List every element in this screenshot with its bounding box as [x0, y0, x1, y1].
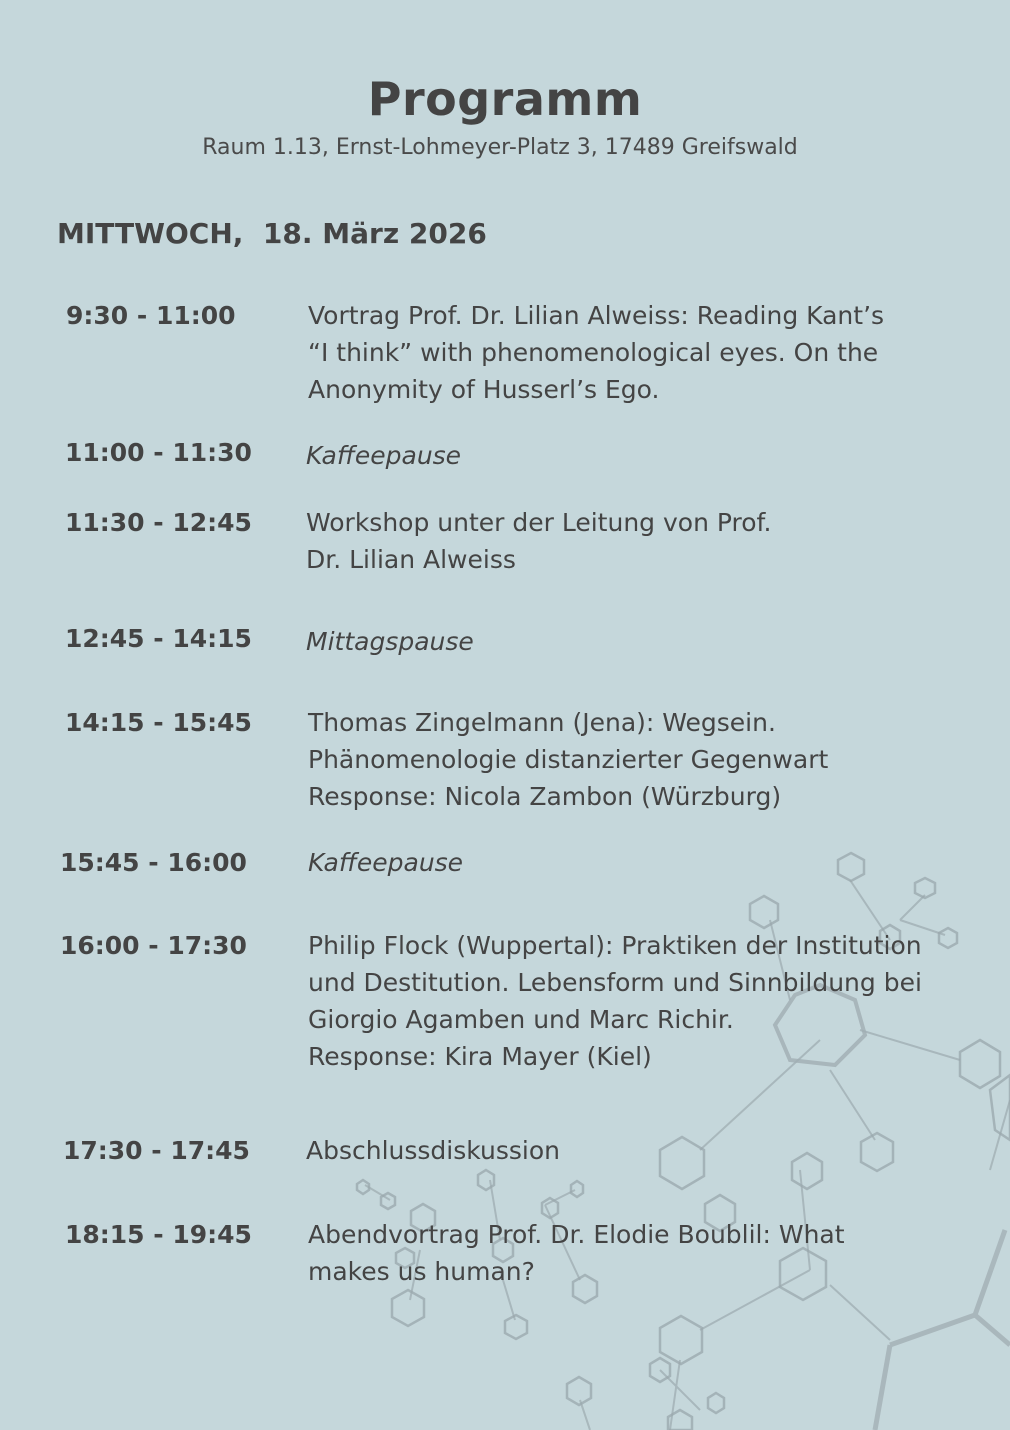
schedule-description: [306, 504, 966, 578]
page-title: Programm: [367, 72, 643, 126]
schedule-time: 17:30 - 17:45: [63, 1136, 250, 1165]
schedule-time: 15:45 - 16:00: [60, 848, 247, 877]
description-line: Kaffeepause: [308, 848, 464, 877]
schedule-description: [306, 1132, 966, 1169]
description-line: Anonymity of Husserl’s Ego.: [308, 375, 660, 404]
description-line: Mittagspause: [306, 627, 474, 656]
day-heading: MITTWOCH, 18. März 2026: [57, 217, 487, 250]
description-line: “I think” with phenomenological eyes. On the: [308, 338, 879, 367]
venue-address: Raum 1.13, Ernst-Lohmeyer-Platz 3, 17489 Greifswald: [202, 135, 798, 160]
description-line: Abendvortrag Prof. Dr. Elodie Boublil: What: [308, 1220, 845, 1249]
description-line: makes us human?: [308, 1257, 535, 1286]
description-line: Thomas Zingelmann (Jena): Wegsein.: [308, 708, 776, 737]
schedule-description: [306, 623, 966, 660]
description-line: Giorgio Agamben und Marc Richir.: [308, 1005, 734, 1034]
schedule-description: [308, 844, 968, 881]
schedule-description: [308, 704, 968, 815]
schedule-time: 18:15 - 19:45: [65, 1220, 252, 1249]
schedule-time: 11:30 - 12:45: [65, 508, 252, 537]
schedule-time: 12:45 - 14:15: [65, 624, 252, 653]
description-line: Workshop unter der Leitung von Prof.: [306, 508, 772, 537]
schedule-time: 16:00 - 17:30: [60, 931, 247, 960]
schedule-time: 9:30 - 11:00: [66, 301, 236, 330]
description-line: Dr. Lilian Alweiss: [306, 545, 516, 574]
description-line: Abschlussdiskussion: [306, 1136, 560, 1165]
schedule-description: [306, 437, 966, 474]
description-line: Philip Flock (Wuppertal): Praktiken der Institution: [308, 931, 922, 960]
description-line: Kaffeepause: [306, 441, 462, 470]
schedule-description: [308, 927, 988, 1075]
schedule-description: [308, 1216, 968, 1290]
description-line: Phänomenologie distanzierter Gegenwart: [308, 745, 829, 774]
schedule-time: 11:00 - 11:30: [65, 438, 252, 467]
description-line: und Destitution. Lebensform und Sinnbildung bei: [308, 968, 922, 997]
description-line: Vortrag Prof. Dr. Lilian Alweiss: Reading Kant’s: [308, 301, 885, 330]
schedule-time: 14:15 - 15:45: [65, 708, 252, 737]
description-line: Response: Kira Mayer (Kiel): [308, 1042, 652, 1071]
description-line: Response: Nicola Zambon (Würzburg): [308, 782, 782, 811]
schedule-description: [308, 297, 968, 408]
